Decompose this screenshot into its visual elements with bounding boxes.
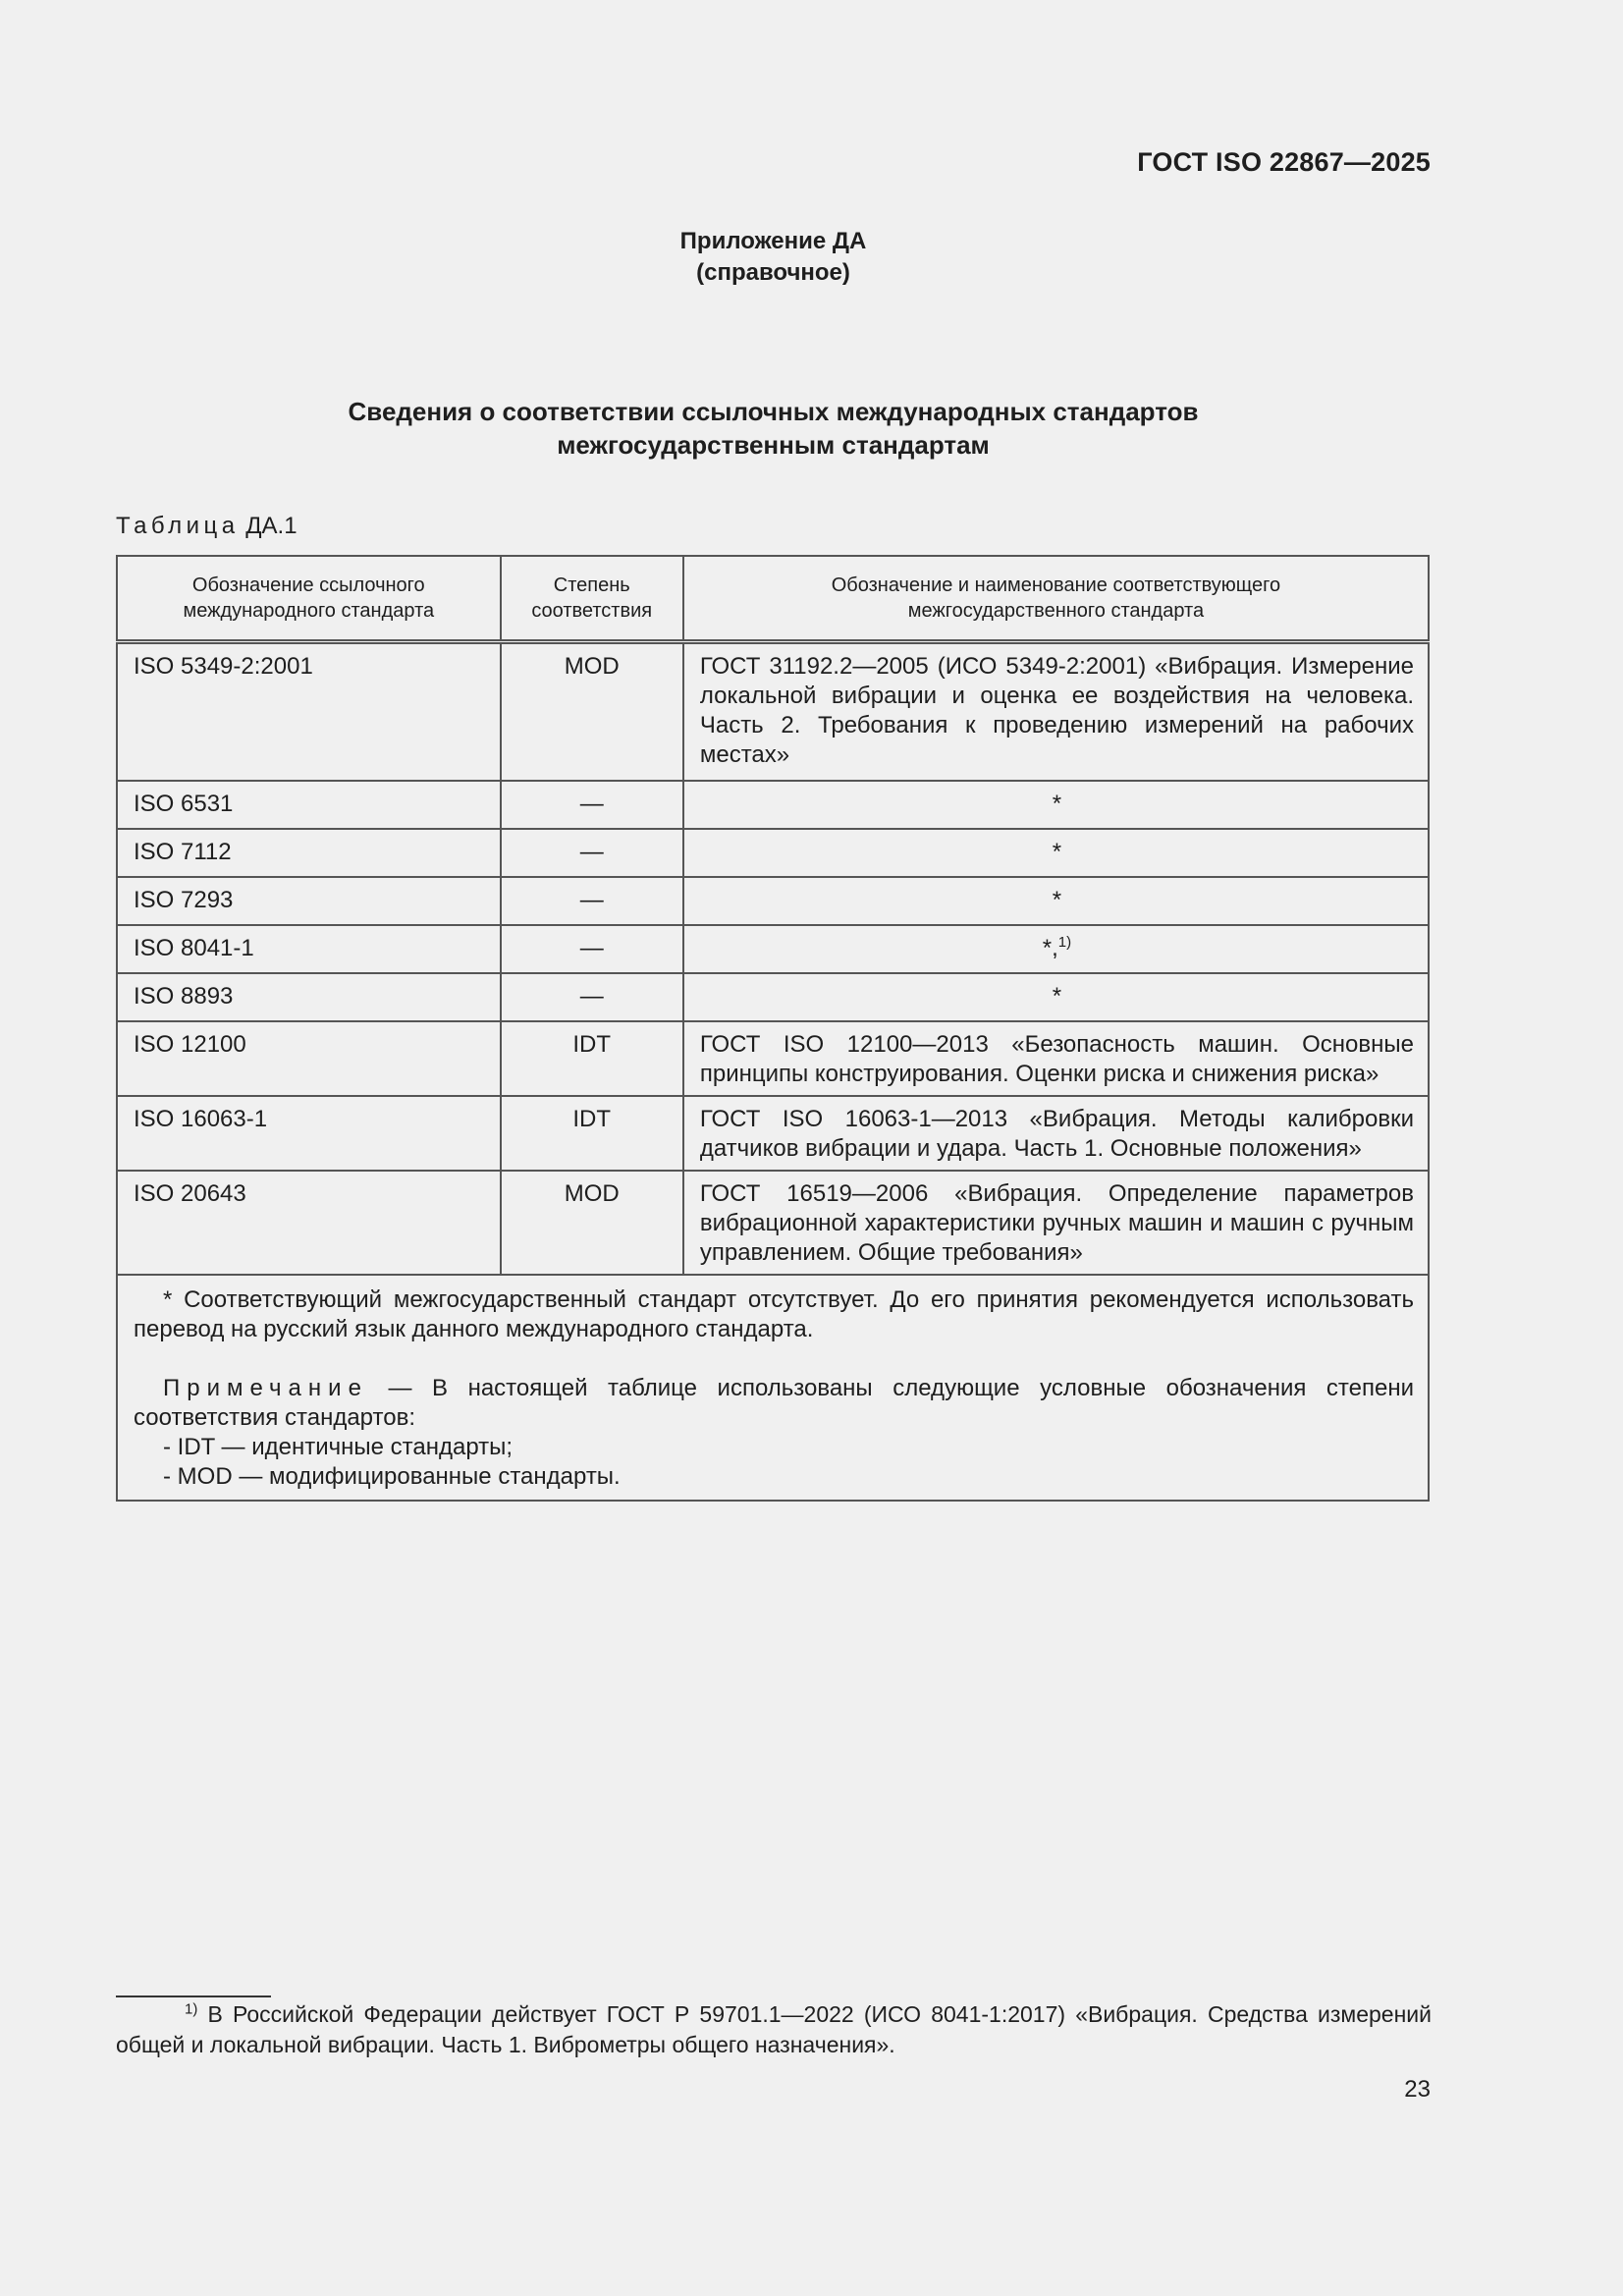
table-note bbox=[134, 1374, 1414, 1433]
cell-standard: ГОСТ ISO 16063-1—2013 «Вибрация. Методы калибровки датчиков вибрации и удара. Часть 1. Основные положения» bbox=[683, 1096, 1429, 1171]
cell-degree: — bbox=[501, 829, 683, 877]
cell-ref: ISO 5349-2:2001 bbox=[117, 642, 501, 782]
star-footnote: * Соответствующий межгосударственный стандарт отсутствует. До его принятия рекомендуется использовать перевод на русский язык данного международного стандарта. bbox=[134, 1286, 1414, 1342]
cell-degree: — bbox=[501, 877, 683, 925]
cell-ref: ISO 7293 bbox=[117, 877, 501, 925]
cell-degree: — bbox=[501, 973, 683, 1021]
table-row bbox=[117, 781, 1429, 829]
footnote-separator bbox=[116, 1995, 271, 1997]
section-heading-line2: межгосударственным стандартам bbox=[557, 430, 990, 460]
header-interstate-standard: Обозначение и наименование соответствующего межгосударственного стандарта bbox=[683, 556, 1429, 642]
cell-standard: * bbox=[683, 781, 1429, 829]
note-text: — В настоящей таблице использованы следующие условные обозначения степени соответствия стандартов: bbox=[134, 1375, 1414, 1431]
correspondence-table bbox=[116, 555, 1430, 1502]
header-ref-standard: Обозначение ссылочного международного стандарта bbox=[117, 556, 501, 642]
cell-ref: ISO 12100 bbox=[117, 1021, 501, 1096]
cell-standard: * bbox=[683, 877, 1429, 925]
table-header-row bbox=[117, 556, 1429, 642]
table-row bbox=[117, 642, 1429, 782]
cell-ref: ISO 20643 bbox=[117, 1171, 501, 1275]
table-caption-word: Таблица bbox=[116, 513, 240, 539]
cell-degree: — bbox=[501, 925, 683, 973]
cell-standard-text: *, bbox=[1042, 935, 1058, 961]
cell-standard: ГОСТ ISO 12100—2013 «Безопасность машин. Основные принципы конструирования. Оценки риска и снижения риска» bbox=[683, 1021, 1429, 1096]
table-row bbox=[117, 1021, 1429, 1096]
annex-title: Приложение ДА bbox=[679, 228, 867, 254]
footnote-ref-marker: 1) bbox=[1057, 934, 1072, 951]
header-degree: Степень соответствия bbox=[501, 556, 683, 642]
table-row bbox=[117, 1171, 1429, 1275]
table-row bbox=[117, 829, 1429, 877]
cell-ref: ISO 16063-1 bbox=[117, 1096, 501, 1171]
cell-degree: MOD bbox=[501, 1171, 683, 1275]
cell-ref: ISO 8893 bbox=[117, 973, 501, 1021]
cell-standard: * bbox=[683, 829, 1429, 877]
note-item-idt: - IDT — идентичные стандарты; bbox=[163, 1434, 514, 1460]
note-label: Примечание bbox=[163, 1375, 368, 1401]
annex-kind: (справочное) bbox=[696, 259, 850, 286]
document-code: ГОСТ ISO 22867—2025 bbox=[1137, 147, 1431, 177]
cell-degree: IDT bbox=[501, 1021, 683, 1096]
table-caption-number: ДА.1 bbox=[245, 513, 298, 539]
cell-standard: * bbox=[683, 973, 1429, 1021]
footnote-text: В Российской Федерации действует ГОСТ Р 59701.1—2022 (ИСО 8041-1:2017) «Вибрация. Средства измерений общей и локальной вибрации. Часть 1. Виброметры общего назначения». bbox=[116, 2001, 1432, 2057]
page-number: 23 bbox=[1404, 2076, 1431, 2103]
section-heading-line1: Сведения о соответствии ссылочных международных стандартов bbox=[348, 397, 1199, 426]
cell-ref: ISO 8041-1 bbox=[117, 925, 501, 973]
cell-degree: MOD bbox=[501, 642, 683, 782]
table-row bbox=[117, 925, 1429, 973]
table-row bbox=[117, 1096, 1429, 1171]
table-row bbox=[117, 877, 1429, 925]
cell-standard: ГОСТ 16519—2006 «Вибрация. Определение параметров вибрационной характеристики ручных машин и машин с ручным управлением. Общие требования» bbox=[683, 1171, 1429, 1275]
table-notes-row bbox=[117, 1275, 1429, 1501]
page-footnote bbox=[116, 1999, 1432, 2060]
cell-degree: — bbox=[501, 781, 683, 829]
note-item-mod: - MOD — модифицированные стандарты. bbox=[163, 1463, 621, 1490]
table-notes bbox=[117, 1275, 1429, 1501]
cell-standard: ГОСТ 31192.2—2005 (ИСО 5349-2:2001) «Вибрация. Измерение локальной вибрации и оценка ее воздействия на человека. Часть 2. Требования к проведению измерений на рабочих местах» bbox=[683, 642, 1429, 782]
table-caption bbox=[116, 513, 298, 540]
cell-ref: ISO 7112 bbox=[117, 829, 501, 877]
cell-standard bbox=[683, 925, 1429, 973]
footnote-marker: 1) bbox=[185, 2000, 198, 2018]
cell-ref: ISO 6531 bbox=[117, 781, 501, 829]
table-row bbox=[117, 973, 1429, 1021]
cell-degree: IDT bbox=[501, 1096, 683, 1171]
